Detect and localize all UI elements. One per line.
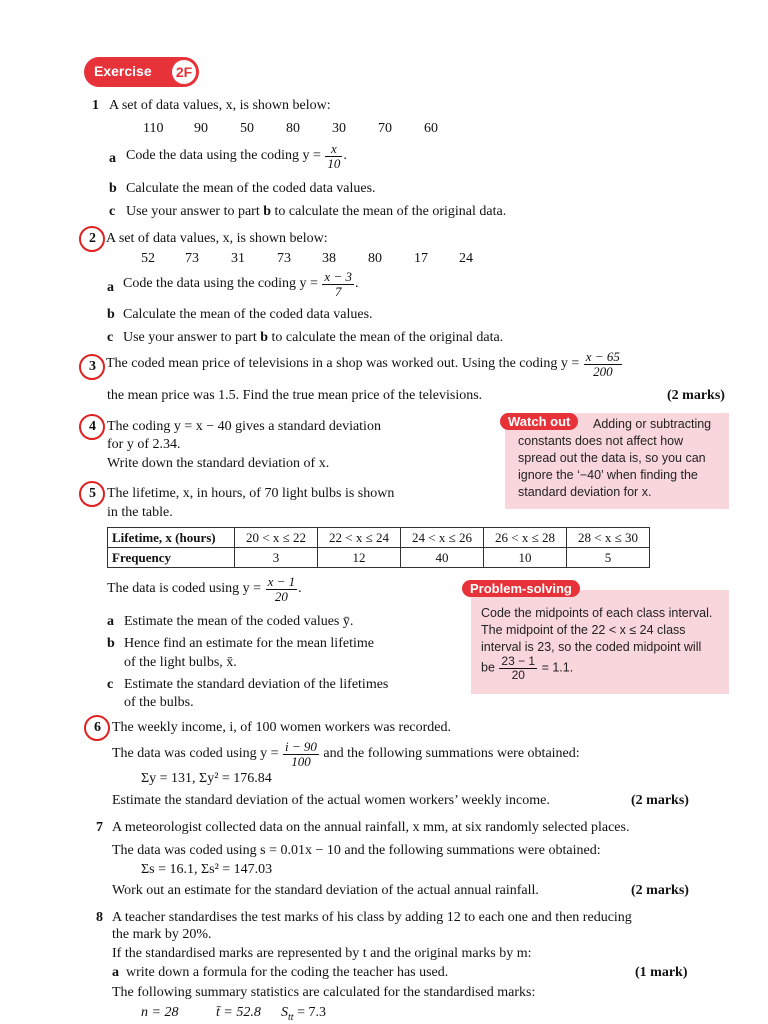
problem-solving-tag: Problem-solving xyxy=(462,580,580,597)
exercise-number: 2F xyxy=(172,60,196,84)
problem-solving-fraction: $\frac{23 - 1}{20}$ xyxy=(501,654,536,682)
q8-line1: A teacher standardises the test marks of his class by adding 12 to each one and then reducing xyxy=(112,910,632,925)
q1b-label: b xyxy=(109,181,117,196)
q2-value-5: 38 xyxy=(322,251,336,266)
q3-marks: (2 marks) xyxy=(667,388,725,403)
table-class-4: 26 < x ≤ 28 xyxy=(484,528,567,548)
q1-intro: A set of data values, x, is shown below: xyxy=(109,98,331,113)
q5b-text-2: of the light bulbs, x̄. xyxy=(124,655,237,670)
q7-line1: A meteorologist collected data on the annual rainfall, x mm, at six randomly selected places. xyxy=(112,820,630,835)
q2-intro: A set of data values, x, is shown below: xyxy=(106,231,328,246)
q1-number: 1 xyxy=(92,98,99,113)
q6-fraction: $\frac{i - 90}{100}$ xyxy=(285,739,317,769)
q1c-text: Use your answer to part b to calculate the mean of the original data. xyxy=(126,204,507,219)
watch-out-line-5: standard deviation for x. xyxy=(518,485,652,499)
q3-line1: The coded mean price of televisions in a shop was worked out. Using the coding y = $\frac{x - 65}{200}$ xyxy=(106,349,620,379)
q4-number: 4 xyxy=(89,419,96,434)
table-class-3: 24 < x ≤ 26 xyxy=(401,528,484,548)
q2a-text: Code the data using the coding y = $\frac{x - 3}{7}$ . xyxy=(123,269,359,299)
watch-out-line-3: spread out the data is, so you can xyxy=(518,451,706,465)
problem-solving-line-2: The midpoint of the 22 < x ≤ 24 class xyxy=(481,623,686,637)
q1-value-4: 80 xyxy=(286,121,300,136)
q1a-label: a xyxy=(109,151,116,166)
watch-out-tag: Watch out xyxy=(500,413,578,430)
q8a-marks: (1 mark) xyxy=(635,965,688,980)
q5-line2: in the table. xyxy=(107,505,173,520)
table-header-frequency: Frequency xyxy=(108,548,235,568)
q5b-label: b xyxy=(107,636,115,651)
q8-stat-n: n = 28 xyxy=(141,1005,179,1020)
q8-line4: The following summary statistics are calculated for the standardised marks: xyxy=(112,985,536,1000)
q7-marks: (2 marks) xyxy=(631,883,689,898)
watch-out-line-2: constants does not affect how xyxy=(518,434,684,448)
q8-line3: If the standardised marks are represented by t and the original marks by m: xyxy=(112,946,532,961)
q2-value-3: 31 xyxy=(231,251,245,266)
lifetime-frequency-table xyxy=(107,527,650,568)
q2-value-8: 24 xyxy=(459,251,473,266)
problem-solving-formula: be $\frac{23 - 1}{20}$ = 1.1. xyxy=(481,654,574,682)
table-freq-5: 5 xyxy=(567,548,650,568)
q8-stat-t: t̄ = 52.8 xyxy=(216,1005,261,1020)
exercise-label: Exercise xyxy=(94,63,152,79)
q2-value-2: 73 xyxy=(185,251,199,266)
exercise-badge xyxy=(84,57,199,87)
table-freq-4: 10 xyxy=(484,548,567,568)
q8-line2: the mark by 20%. xyxy=(112,927,212,942)
watch-out-line-1: Adding or subtracting xyxy=(593,417,712,431)
problem-solving-line-3: interval is 23, so the coded midpoint will xyxy=(481,640,702,654)
q6-number: 6 xyxy=(94,720,101,735)
table-freq-2: 12 xyxy=(318,548,401,568)
table-class-1: 20 < x ≤ 22 xyxy=(235,528,318,548)
q5c-label: c xyxy=(107,677,114,692)
q1-value-6: 70 xyxy=(378,121,392,136)
table-freq-3: 40 xyxy=(401,548,484,568)
q2-value-4: 73 xyxy=(277,251,291,266)
q5-coded: The data is coded using y = $\frac{x - 1}{20}$ . xyxy=(107,574,302,604)
q8-stat-s: $S_{tt} = 7.3$ xyxy=(281,1005,326,1023)
q5-fraction: $\frac{x - 1}{20}$ xyxy=(267,574,296,604)
q8a-label: a xyxy=(112,965,119,980)
table-class-2: 22 < x ≤ 24 xyxy=(318,528,401,548)
q7-number: 7 xyxy=(96,820,103,835)
q1c-label: c xyxy=(109,204,116,219)
q6-sums: Σy = 131, Σy² = 176.84 xyxy=(141,771,272,786)
q1b-text: Calculate the mean of the coded data values. xyxy=(126,181,376,196)
q5a-label: a xyxy=(107,614,114,629)
q2a-fraction: $\frac{x - 3}{7}$ xyxy=(324,269,352,299)
q5c-text-1: Estimate the standard deviation of the lifetimes xyxy=(124,677,389,692)
q8-number: 8 xyxy=(96,910,103,925)
q2b-label: b xyxy=(107,307,115,322)
q2a-label: a xyxy=(107,280,114,295)
q1-value-3: 50 xyxy=(240,121,254,136)
table-class-5: 28 < x ≤ 30 xyxy=(567,528,650,548)
q1a-text: Code the data using the coding y = $\frac{x}{10}$ . xyxy=(126,141,347,171)
q8a-text: write down a formula for the coding the teacher has used. xyxy=(126,965,449,980)
q6-question: Estimate the standard deviation of the actual women workers’ weekly income. xyxy=(112,793,550,808)
q7-sums: Σs = 16.1, Σs² = 147.03 xyxy=(141,862,273,877)
q2c-text: Use your answer to part b to calculate the mean of the original data. xyxy=(123,330,504,345)
q4-line1: The coding y = x − 40 gives a standard deviation xyxy=(107,419,381,434)
q1-value-7: 60 xyxy=(424,121,438,136)
q1-value-1: 110 xyxy=(143,121,164,136)
q2c-label: c xyxy=(107,330,114,345)
table-row xyxy=(108,548,650,568)
q4-line3: Write down the standard deviation of x. xyxy=(107,456,330,471)
q1a-fraction: $\frac{x}{10}$ xyxy=(327,141,341,171)
q6-marks: (2 marks) xyxy=(631,793,689,808)
q7-question: Work out an estimate for the standard deviation of the actual annual rainfall. xyxy=(112,883,539,898)
q5b-text-1: Hence find an estimate for the mean lifetime xyxy=(124,636,374,651)
q5a-text: Estimate the mean of the coded values ȳ. xyxy=(124,614,354,629)
q5-number: 5 xyxy=(89,486,96,501)
q6-line1: The weekly income, i, of 100 women workers was recorded. xyxy=(112,720,452,735)
problem-solving-line-1: Code the midpoints of each class interval. xyxy=(481,606,713,620)
q7-line2: The data was coded using s = 0.01x − 10 and the following summations were obtained: xyxy=(112,843,601,858)
table-header-lifetime: Lifetime, x (hours) xyxy=(108,528,235,548)
q2-value-1: 52 xyxy=(141,251,155,266)
q2-value-6: 80 xyxy=(368,251,382,266)
table-row xyxy=(108,528,650,548)
q4-line2: for y of 2.34. xyxy=(107,437,181,452)
q3-line2: the mean price was 1.5. Find the true mean price of the televisions. xyxy=(107,388,483,403)
watch-out-line-4: ignore the ‘−40’ when finding the xyxy=(518,468,698,482)
q2b-text: Calculate the mean of the coded data values. xyxy=(123,307,373,322)
q2-number: 2 xyxy=(89,231,96,246)
table-freq-1: 3 xyxy=(235,548,318,568)
q1-value-2: 90 xyxy=(194,121,208,136)
q3-number: 3 xyxy=(89,359,96,374)
q6-coded: The data was coded using y = $\frac{i - 90}{100}$ and the following summations were obtained: xyxy=(112,739,580,769)
q3-fraction: $\frac{x - 65}{200}$ xyxy=(585,349,620,379)
q2-value-7: 17 xyxy=(414,251,428,266)
q5c-text-2: of the bulbs. xyxy=(124,695,194,710)
q5-line1: The lifetime, x, in hours, of 70 light bulbs is shown xyxy=(107,486,395,501)
q1-value-5: 30 xyxy=(332,121,346,136)
